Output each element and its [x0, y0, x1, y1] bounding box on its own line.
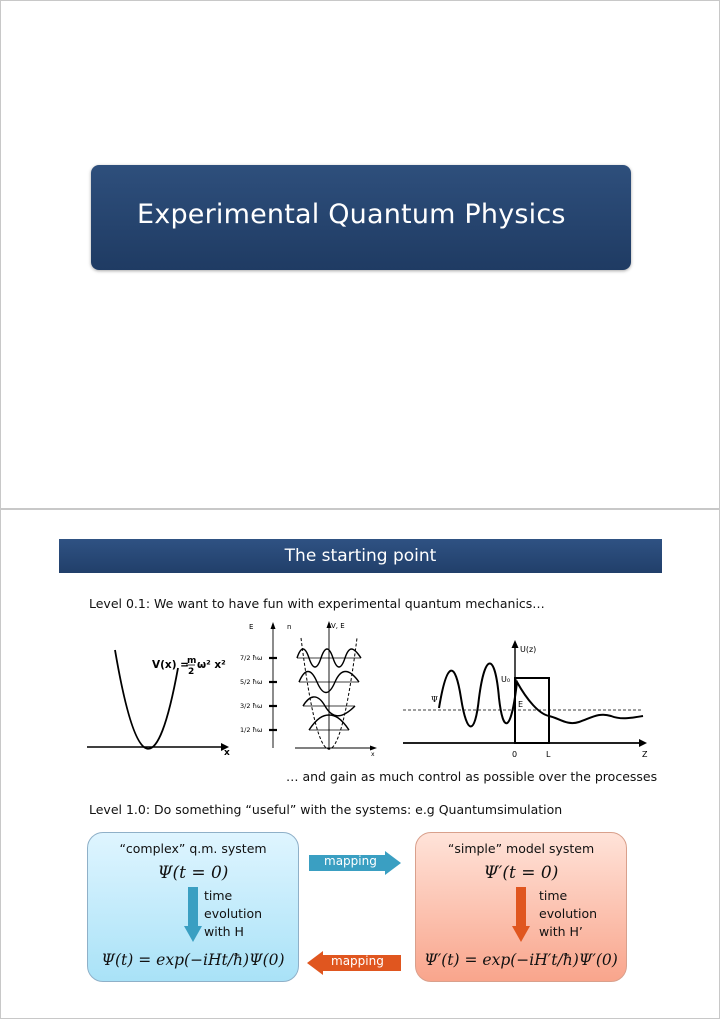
title-banner: [91, 165, 631, 270]
header-bar: [59, 539, 662, 573]
slide-header: The starting point: [284, 546, 437, 566]
slide-title: [0, 0, 720, 509]
simple-initial-state: Ψ′(t = 0): [483, 863, 559, 883]
slide-starting-point: [0, 509, 720, 1019]
tunneling-barrier-figure: [399, 638, 653, 760]
barrier-psi-label: Ψ: [431, 695, 439, 704]
complex-system-box: [87, 832, 299, 982]
complex-system-label: “complex” q.m. system: [119, 841, 267, 856]
complex-initial-state: Ψ(t = 0): [157, 863, 229, 883]
potential-formula-m: m: [187, 656, 197, 666]
levels-x-label: x: [371, 751, 375, 756]
energy-levels-figure: [239, 620, 385, 756]
barrier-l-label: L: [546, 750, 551, 759]
simple-evolution-line-2: evolution: [539, 906, 598, 921]
level-01-text: Level 0.1: We want to have fun with experimental quantum mechanics…: [89, 596, 545, 611]
barrier-e-label: E: [518, 700, 524, 709]
tunneling-wavefunction: [439, 664, 643, 727]
slide-title-text: Experimental Quantum Physics: [137, 199, 566, 230]
mapping-right-label: mapping: [324, 854, 377, 868]
complex-evolution-line-2: evolution: [204, 906, 263, 921]
mapping-right-arrow: [309, 851, 401, 880]
complex-evolution-line-3: with H: [204, 924, 244, 939]
mapping-left-label: mapping: [331, 954, 384, 968]
barrier-z-label: Z: [642, 750, 648, 759]
simple-system-label: “simple” model system: [447, 841, 595, 856]
potential-x-label: x: [224, 748, 230, 756]
simple-evolution-text: [539, 887, 597, 941]
level-label-3: 3/2 ħω: [240, 702, 263, 710]
complex-evolution-arrow: [184, 887, 202, 943]
mapping-left-arrow: [307, 951, 401, 980]
potential-formula-lhs: V(x) =: [152, 659, 189, 671]
level-10-text: Level 1.0: Do something “useful” with the systems: e.g Quantumsimulation: [89, 802, 563, 817]
complex-evolution-line-1: time: [204, 888, 233, 903]
simple-evolution-arrow: [512, 887, 530, 943]
levels-ve-label: V, E: [331, 622, 345, 630]
simple-evolution-line-1: time: [539, 888, 568, 903]
barrier-zero-label: 0: [512, 750, 518, 759]
control-text: … and gain as much control as possible over the processes: [286, 769, 658, 784]
barrier-u0-label: U₀: [501, 675, 511, 684]
levels-e-label: E: [249, 623, 254, 631]
simple-evolution-line-3: with H’: [539, 924, 583, 939]
complex-evolution-text: [204, 887, 262, 941]
simple-system-box: [415, 832, 627, 982]
barrier-u-label: U(z): [520, 645, 537, 654]
levels-n-label: n: [287, 623, 292, 631]
level-label-7: 7/2 ħω: [240, 654, 263, 662]
complex-final-state: Ψ(t) = exp(−iHt/ħ)Ψ(0): [101, 951, 285, 969]
level-label-1: 1/2 ħω: [240, 726, 263, 734]
potential-formula-rest: ω² x²: [197, 659, 226, 671]
potential-formula-2: 2: [188, 667, 195, 677]
simple-final-state: Ψ′(t) = exp(−iH′t/ħ)Ψ′(0): [424, 951, 618, 969]
level-label-5: 5/2 ħω: [240, 678, 263, 686]
harmonic-potential-figure: [85, 638, 235, 756]
